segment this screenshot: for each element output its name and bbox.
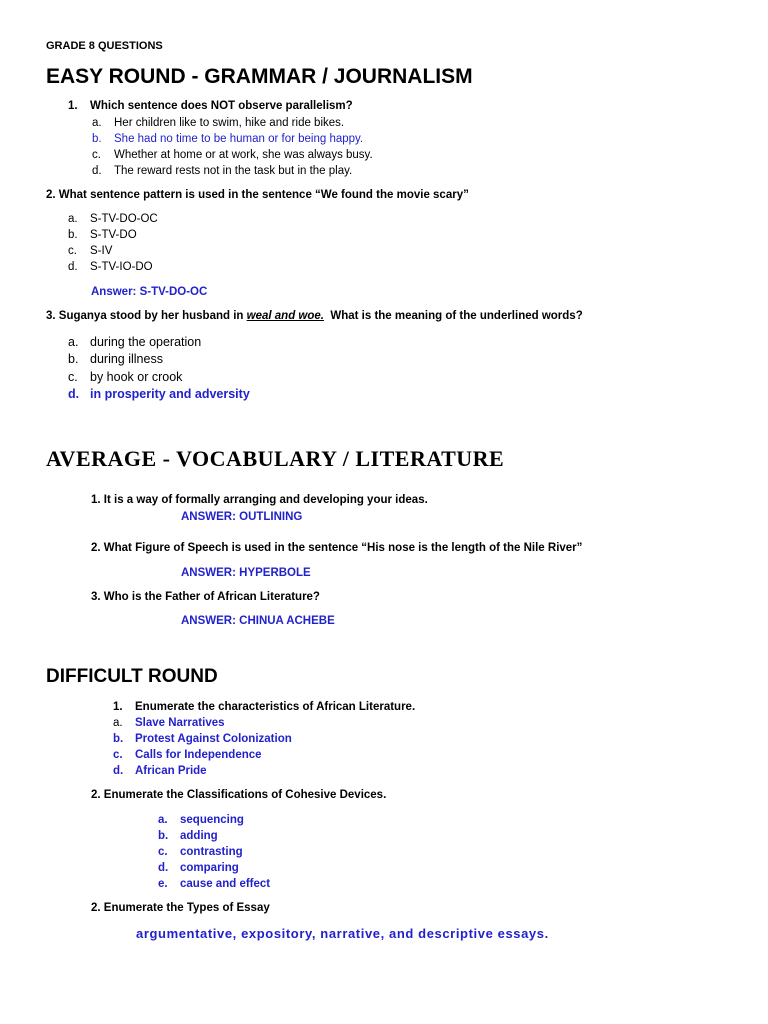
option-label: b. <box>68 229 78 241</box>
option-label: a. <box>158 814 168 826</box>
easy-q3-option-c <box>68 370 182 384</box>
option-text: during illness <box>90 352 163 366</box>
option-text: by hook or crook <box>90 370 183 384</box>
easy-q1-option-b <box>92 133 363 145</box>
average-round-heading: AVERAGE - VOCABULARY / LITERATURE <box>46 446 505 471</box>
difficult-q1-option-d <box>113 765 207 777</box>
easy-q2-option-c <box>68 245 112 257</box>
difficult-question-2: 2. Enumerate the Classifications of Cohesive Devices. <box>91 789 387 801</box>
easy-q1-option-d <box>92 165 352 177</box>
question-number: 1. <box>113 701 123 713</box>
option-label: a. <box>113 717 123 729</box>
average-answer-2: ANSWER: HYPERBOLE <box>181 567 311 579</box>
option-label: c. <box>68 245 77 257</box>
option-text: adding <box>180 830 218 842</box>
easy-q3-option-d <box>68 387 250 401</box>
easy-q2-option-b <box>68 229 137 241</box>
difficult-question-1 <box>113 701 415 713</box>
option-label: d. <box>68 387 80 401</box>
option-label: e. <box>158 878 168 890</box>
option-label: a. <box>68 335 79 349</box>
option-text: during the operation <box>90 335 202 349</box>
option-text: Protest Against Colonization <box>135 733 292 745</box>
option-text: Whether at home or at work, she was always busy. <box>114 149 373 161</box>
difficult-q2-option-c <box>158 846 243 858</box>
average-answer-3: ANSWER: CHINUA ACHEBE <box>181 615 335 627</box>
question-text: Which sentence does NOT observe parallelism? <box>90 100 353 112</box>
easy-q1-option-c <box>92 149 373 161</box>
option-label: b. <box>68 352 79 366</box>
easy-round-heading: EASY ROUND - GRAMMAR / JOURNALISM <box>46 65 473 88</box>
difficult-q2-option-a <box>158 814 244 826</box>
option-text: comparing <box>180 862 239 874</box>
difficult-answer-3: argumentative, expository, narrative, and descriptive essays. <box>136 926 549 941</box>
option-label: c. <box>158 846 168 858</box>
option-label: b. <box>113 733 124 745</box>
question-number: 1. <box>68 100 78 112</box>
question-text-before: 3. Suganya stood by her husband in <box>46 310 247 322</box>
easy-q2-answer: Answer: S-TV-DO-OC <box>91 286 208 298</box>
option-label: b. <box>158 830 169 842</box>
easy-q3-option-b <box>68 352 163 366</box>
average-question-2: 2. What Figure of Speech is used in the sentence “His nose is the length of the Nile River” <box>91 542 583 554</box>
easy-question-2: 2. What sentence pattern is used in the sentence “We found the movie scary” <box>46 189 469 201</box>
difficult-q2-option-b <box>158 830 218 842</box>
difficult-round-heading: DIFFICULT ROUND <box>46 666 218 687</box>
option-label: c. <box>68 370 78 384</box>
difficult-q1-option-a <box>113 717 225 729</box>
option-label: c. <box>113 749 123 761</box>
option-text: She had no time to be human or for being happy. <box>114 133 364 145</box>
average-question-3: 3. Who is the Father of African Literature? <box>91 591 320 603</box>
easy-question-1 <box>68 100 353 112</box>
question-text: Enumerate the characteristics of African Literature. <box>135 701 416 713</box>
underlined-phrase: weal and woe. <box>246 310 324 322</box>
option-label: c. <box>92 149 101 161</box>
average-answer-1: ANSWER: OUTLINING <box>181 511 303 523</box>
easy-q2-option-d <box>68 261 153 273</box>
option-text: African Pride <box>135 765 207 777</box>
option-label: a. <box>68 213 78 225</box>
difficult-q1-option-c <box>113 749 262 761</box>
option-text: cause and effect <box>180 878 271 890</box>
easy-q3-option-a <box>68 335 201 349</box>
difficult-q2-option-e <box>158 878 270 890</box>
option-text: Calls for Independence <box>135 749 262 761</box>
easy-q2-option-a <box>68 213 158 225</box>
difficult-q1-option-b <box>113 733 292 745</box>
option-text: Slave Narratives <box>135 717 225 729</box>
option-label: b. <box>92 133 102 145</box>
option-text: S-TV-DO-OC <box>90 213 158 225</box>
easy-question-3 <box>46 310 583 322</box>
option-text: S-TV-DO <box>90 229 137 241</box>
option-text: Her children like to swim, hike and ride bikes. <box>114 117 345 129</box>
option-text: contrasting <box>180 846 243 858</box>
question-text-after: What is the meaning of the underlined words? <box>323 310 583 322</box>
option-text: in prosperity and adversity <box>90 387 250 401</box>
difficult-question-3: 2. Enumerate the Types of Essay <box>91 902 270 914</box>
option-text: sequencing <box>180 814 244 826</box>
option-label: a. <box>92 117 102 129</box>
difficult-q2-option-d <box>158 862 239 874</box>
option-text: S-TV-IO-DO <box>90 261 153 273</box>
document-title: GRADE 8 QUESTIONS <box>46 40 163 52</box>
option-label: d. <box>92 165 102 177</box>
option-label: d. <box>113 765 124 777</box>
option-label: d. <box>68 261 78 273</box>
option-text: The reward rests not in the task but in the play. <box>114 165 353 177</box>
option-label: d. <box>158 862 169 874</box>
option-text: S-IV <box>90 245 113 257</box>
average-question-1: 1. It is a way of formally arranging and developing your ideas. <box>91 494 428 506</box>
easy-q1-option-a <box>92 117 344 129</box>
